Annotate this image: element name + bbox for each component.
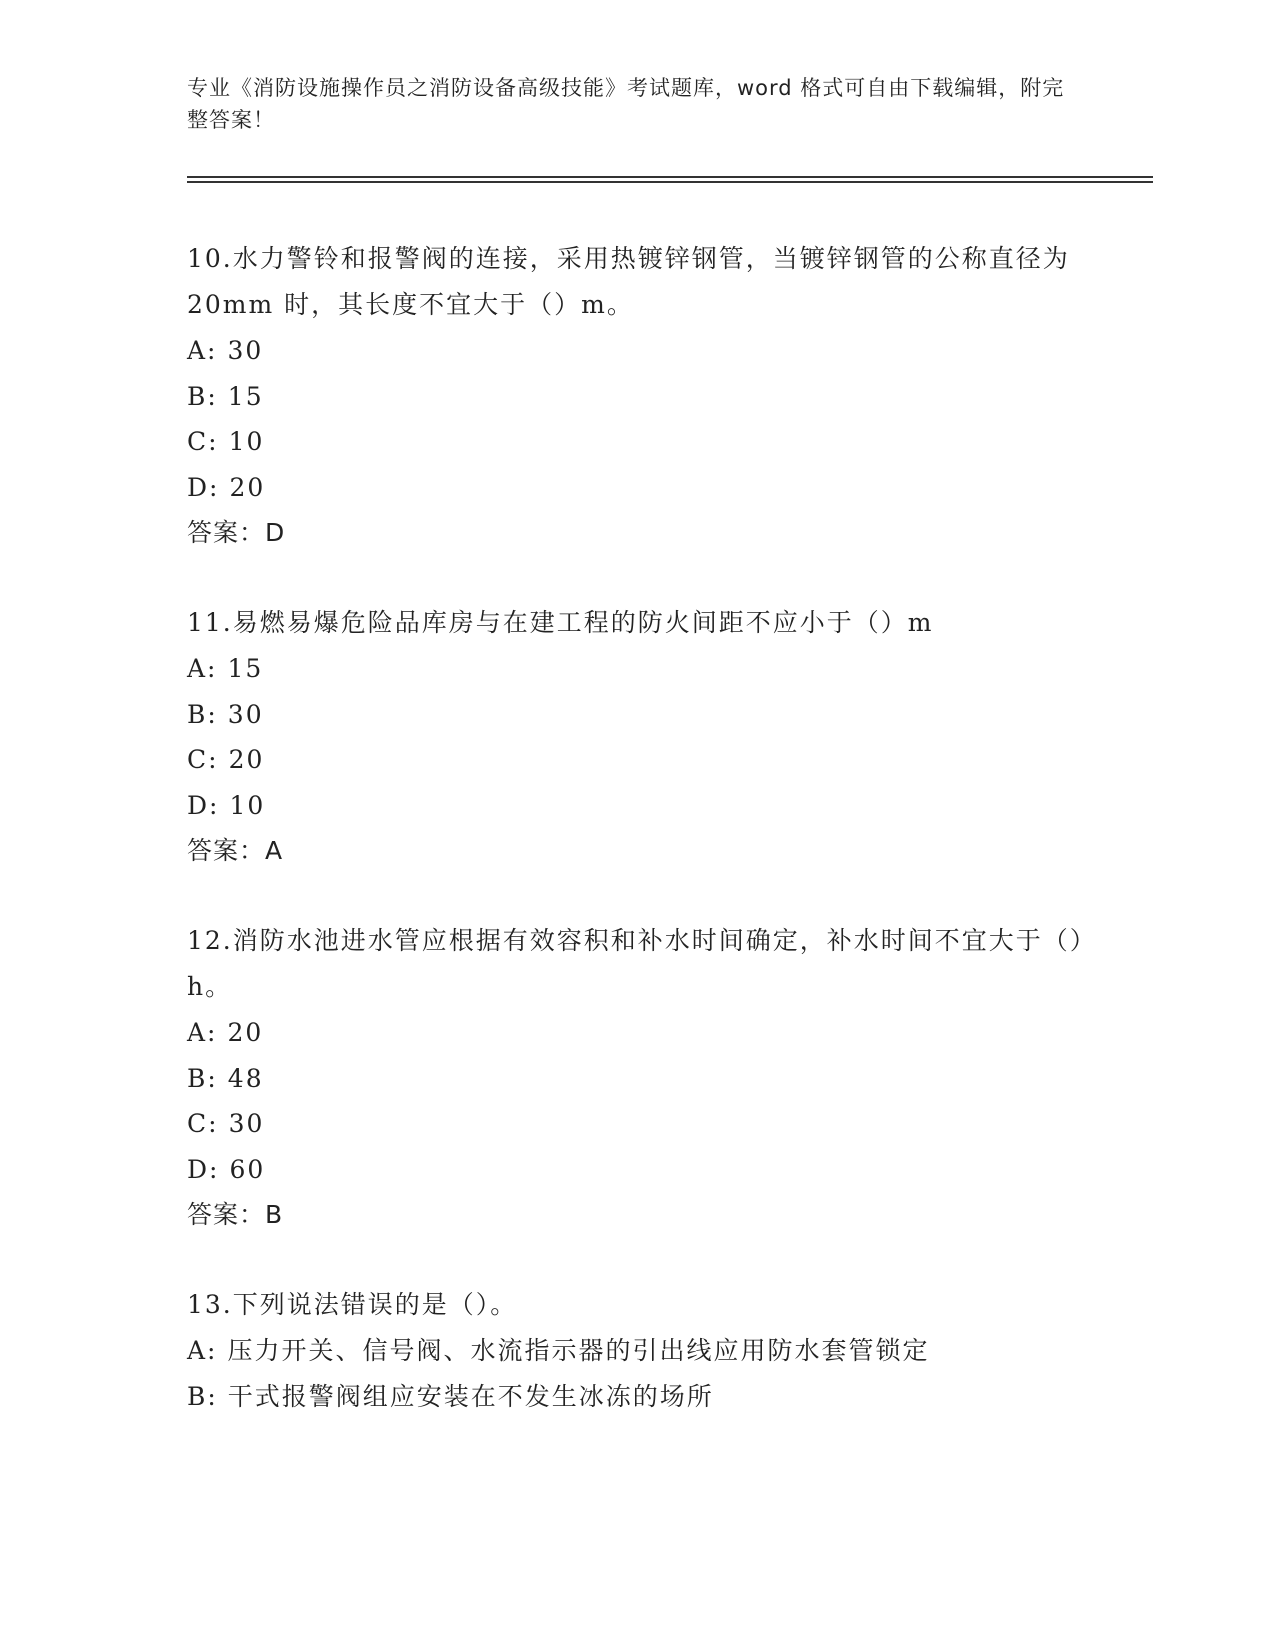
option-a [187,646,1087,692]
option-key: D: [187,1154,220,1184]
option-d [187,1147,1087,1193]
option-key: B: [187,381,218,411]
option-text: 干式报警阀组应安装在不发生冰冻的场所 [227,1381,714,1411]
option-text: 60 [229,1154,266,1184]
document-header: 专业《消防设施操作员之消防设备高级技能》考试题库，word 格式可自由下载编辑，附完整答案！ [187,76,1065,132]
option-text: 10 [228,427,265,456]
option-text: 15 [227,381,264,411]
option-key: D: [187,790,220,820]
option-d [187,783,1087,829]
option-text: 20 [229,472,266,502]
question-stem: 13.下列说法错误的是（）。 [187,1290,518,1319]
question-spacer [187,874,1087,918]
question-list [187,236,1087,1419]
option-key: B: [187,1381,218,1411]
option-key: B: [187,699,218,729]
option-key: B: [187,1063,218,1093]
question-spacer [187,1238,1087,1282]
option-d [187,465,1087,511]
option-text: 20 [228,745,265,774]
answer-line: 答案：A [187,836,284,865]
option-key: D: [187,472,220,502]
option-key: C: [187,427,219,456]
question-stem: 10.水力警铃和报警阀的连接，采用热镀锌钢管，当镀锌钢管的公称直径为 20mm 时，其长度不宜大于（）m。 [187,244,1070,319]
option-b [187,374,1087,420]
option-key: C: [187,1109,219,1138]
option-key: C: [187,745,219,774]
option-b [187,1056,1087,1102]
option-text: 30 [227,336,264,365]
option-text: 30 [228,1109,265,1138]
option-a [187,328,1087,374]
question-10 [187,236,1087,556]
option-c [187,737,1087,783]
question-spacer [187,556,1087,600]
option-text: 20 [227,1018,264,1047]
answer-line: 答案：B [187,1200,284,1229]
question-11 [187,600,1087,874]
option-c [187,419,1087,465]
option-b [187,692,1087,738]
option-a [187,1328,1087,1374]
header-divider-top [187,176,1153,178]
option-text: 30 [227,699,264,729]
option-c [187,1101,1087,1147]
answer-line: 答案：D [187,518,286,547]
option-text: 48 [227,1063,264,1093]
option-b [187,1374,1087,1420]
option-key: A: [187,336,218,365]
question-stem: 11.易燃易爆危险品库房与在建工程的防火间距不应小于（）m [187,608,934,637]
option-text: 15 [227,654,264,683]
option-a [187,1010,1087,1056]
question-12 [187,918,1087,1238]
option-key: A: [187,1336,218,1365]
option-key: A: [187,654,218,683]
option-text: 10 [229,790,266,820]
header-divider-bottom [187,181,1153,183]
question-stem: 12.消防水池进水管应根据有效容积和补水时间确定，补水时间不宜大于（）h。 [187,926,1085,1001]
option-text: 压力开关、信号阀、水流指示器的引出线应用防水套管锁定 [227,1336,930,1365]
option-key: A: [187,1018,218,1047]
question-13 [187,1282,1087,1419]
